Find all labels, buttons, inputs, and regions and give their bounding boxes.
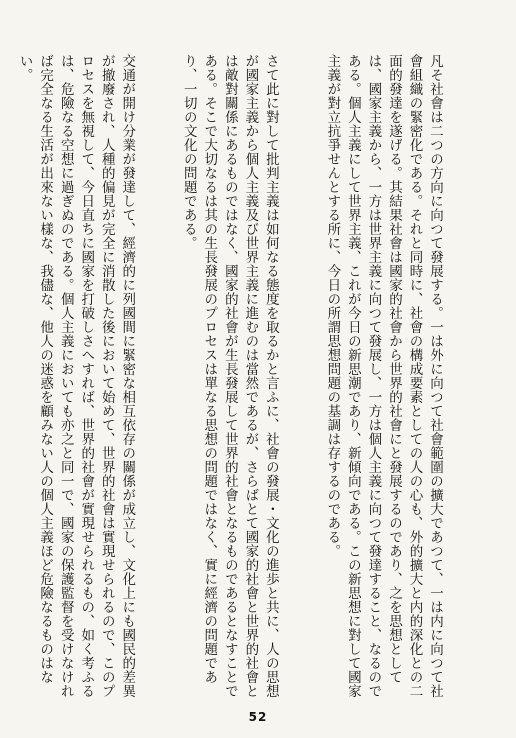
paragraph: 交通が開け分業が發達して、經濟的に列國間に緊密な相互依存の關係が成立し、文化上にも國民的差異が撤廢され、人種的偏見が完全に消散した後において始めて、世界的社會は實現せられるので、このプロセスを無視して、今日直ちに國家を打破しさへすれば、世界的社會が實現せられるもの、如く考ふるは、危險なる空想に過ぎぬのである。個人主義においても亦之と同一で、國家の保護監督を受けなければ完全なる生活が出來ない樣な、我儘な、他人の迷惑を顧みない人の個人主義ほど危險なるものはない。 (16, 54, 136, 698)
paragraph: 凡そ社會は二つの方向に向つて發展する。一は外に向つて社會範圍の擴大であつて、一は内に向つて社會組織の緊密化である。それと同時に、社會の構成要素としての人の心も、外的擴大と内的深化との二面的發達を遂げる。其結果社會は國家的社會から世界的社會にと發展するのであり、之を思想としては、國家主義から、一方は世界主義に向つて發展し、一方は個人主義に向つて發達すること、なるのである。個人主義にして世界主義、これが今日の新思潮であり、新傾向である。この新思想に對して國家主義が對立抗爭せんとする所に、今日の所謂思想問題の基調は存するのである。 (324, 54, 443, 698)
vertical-text-block (16, 54, 486, 700)
page-number: 52 (248, 710, 268, 724)
paragraph: さて此に對して批判主義は如何なる態度を取るかと言ふに、社會の發展・文化の進歩と共に、人の思想が國家主義から個人主義及び世界主義に進むのは當然であるが、さらばとて國家的社會と世界的社會とは敵對關係にあるものではなく、國家的社會が生長發展して世界的社會となるものであるとなすことである。そこで大切なるは其の生長發展のプロセスは單なる思想の問題ではなく、實に經濟の問題であり、一切の文化の問題である。 (180, 54, 279, 698)
